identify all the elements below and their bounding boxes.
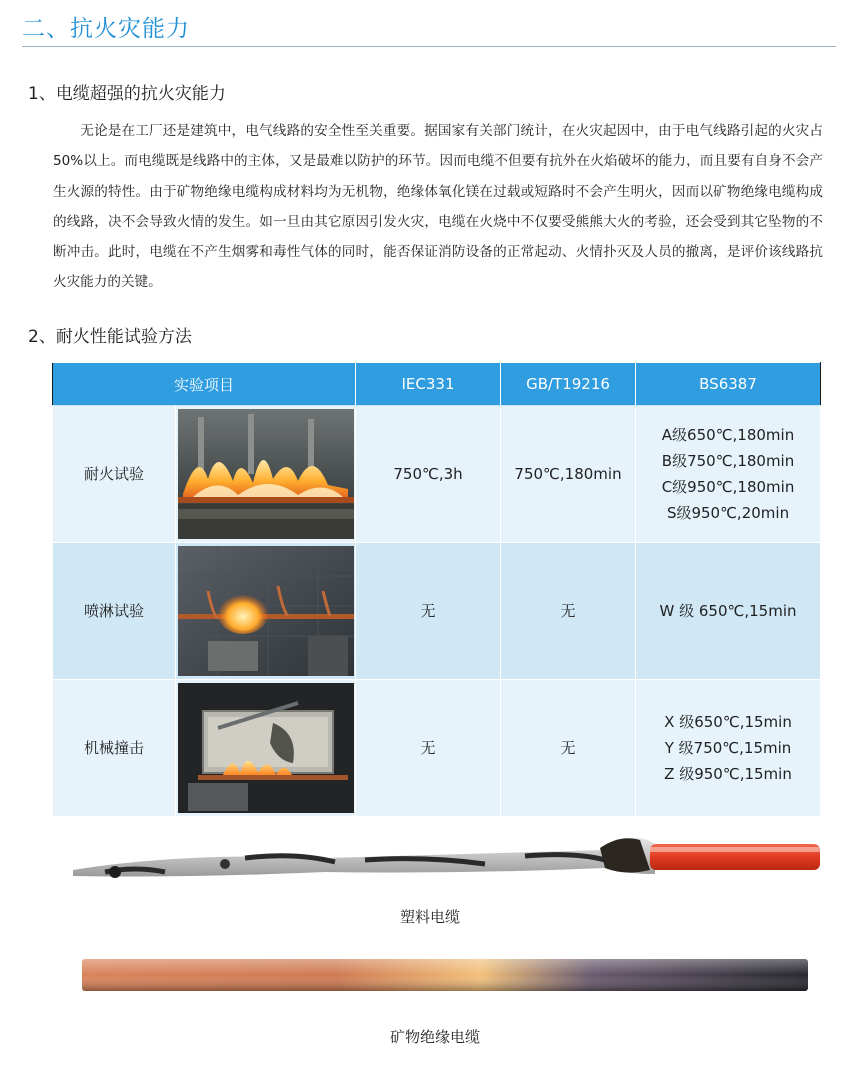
bs-line: X 级650℃,15min [664, 713, 792, 731]
gb-value: 无 [501, 543, 636, 680]
header-item: 实验项目 [53, 363, 356, 406]
spray-test-photo [176, 543, 356, 680]
title-divider [22, 46, 836, 47]
fire-test-photo-icon [178, 409, 354, 539]
fire-test-photo [176, 406, 356, 543]
header-bs: BS6387 [636, 363, 821, 406]
test-name: 喷淋试验 [53, 543, 176, 680]
test-methods-table [52, 362, 821, 817]
plastic-cable-image [65, 830, 825, 890]
bs-values [636, 680, 821, 817]
header-gb: GB/T19216 [501, 363, 636, 406]
spray-test-photo-icon [178, 546, 354, 676]
bs-line: B级750℃,180min [661, 452, 795, 470]
impact-test-photo [176, 680, 356, 817]
gb-value: 无 [501, 680, 636, 817]
sub1-heading: 1、电缆超强的抗火灾能力 [28, 84, 226, 104]
sub2-heading: 2、耐火性能试验方法 [28, 327, 192, 347]
table-row [53, 543, 821, 680]
gb-value: 750℃,180min [501, 406, 636, 543]
bs-line: C级950℃,180min [661, 478, 795, 496]
iec-value: 无 [356, 680, 501, 817]
section-title: 二、抗火灾能力 [22, 16, 190, 42]
bs-values [636, 543, 821, 680]
table-header-row [53, 363, 821, 406]
iec-value: 750℃,3h [356, 406, 501, 543]
mineral-cable-image [82, 955, 810, 995]
table-row [53, 406, 821, 543]
mineral-cable-caption: 矿物绝缘电缆 [389, 1028, 480, 1046]
header-iec: IEC331 [356, 363, 501, 406]
sub1-paragraph: 无论是在工厂还是建筑中，电气线路的安全性至关重要。据国家有关部门统计，在火灾起因中，由于电气线路引起的火灾占50%以上。而电缆既是线路中的主体，又是最难以防护的环节。因而电缆不但要有抗外在火焰破坏的能力，而且要有自身不会产生火源的特性。由于矿物绝缘电缆构成材料均为无机物，绝缘体氧化镁在过载或短路时不会产生明火，因而以矿物绝缘电缆构成的线路，决不会导致火情的发生。如一旦由其它原因引发火灾，电缆在火烧中不仅要受熊熊大火的考验，还会受到其它坠物的不断冲击。此时，电缆在不产生烟雾和毒性气体的同时，能否保证消防设备的正常起动、火情扑灭及人员的撤离，是评价该线路抗火灾能力的关键。 [53, 123, 823, 291]
impact-test-photo-icon [178, 683, 354, 813]
bs-line: W 级 650℃,15min [659, 602, 797, 620]
test-name: 机械撞击 [53, 680, 176, 817]
bs-line: A级650℃,180min [661, 426, 795, 444]
bs-line: Y 级750℃,15min [664, 739, 792, 757]
bs-line: Z 级950℃,15min [664, 765, 792, 783]
plastic-cable-caption: 塑料电缆 [399, 908, 460, 926]
iec-value: 无 [356, 543, 501, 680]
table-row [53, 680, 821, 817]
bs-line: S级950℃,20min [666, 504, 790, 522]
bs-values [636, 406, 821, 543]
test-name: 耐火试验 [53, 406, 176, 543]
